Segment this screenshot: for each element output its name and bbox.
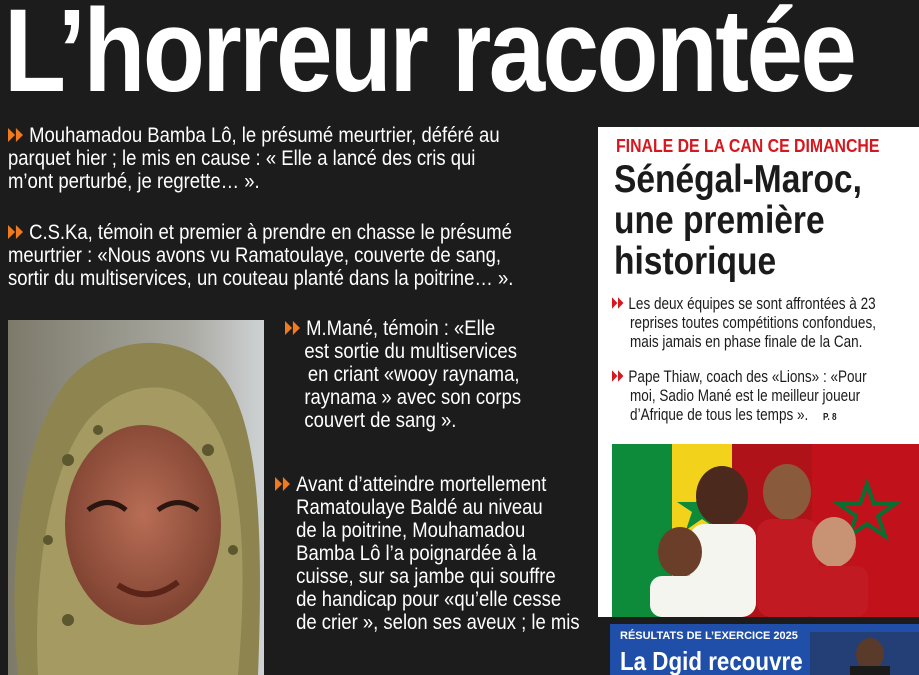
double-arrow-icon: [275, 476, 294, 492]
bullet-aggression-detail: [275, 473, 592, 634]
bullet-witness-mane: [285, 317, 584, 432]
page-reference: P. 8: [823, 412, 837, 423]
sidebar-bullet-text: Pape Thiaw, coach des «Lions» : «Pour: [628, 368, 867, 386]
teaser-thumbnail: [810, 632, 919, 675]
finance-teaser: [610, 624, 919, 675]
sidebar-bullet-text: Les deux équipes se sont affrontées à 23: [628, 295, 876, 313]
bullet-text: meurtrier : «Nous avons vu Ramatoulaye, couverte de sang,: [8, 244, 502, 267]
bullet-suspect-statement: [8, 124, 589, 193]
bullet-text: de crier », selon ses aveux ; le mis: [296, 611, 580, 634]
victim-photo: [8, 320, 264, 675]
bullet-text: parquet hier ; le mis en cause : « Elle a lancé des cris qui: [8, 147, 476, 170]
sidebar-bullet-text: mais jamais en phase finale de la Can.: [630, 333, 863, 351]
bullet-text: Ramatoulaye Baldé au niveau: [296, 496, 543, 519]
double-arrow-icon: [612, 296, 627, 310]
sidebar-kicker: FINALE DE LA CAN CE DIMANCHE: [616, 136, 880, 156]
teaser-title: La Dgid recouvre: [620, 646, 803, 675]
bullet-text: de la poitrine, Mouhamadou: [296, 519, 526, 542]
bullet-text: de handicap pour «qu’elle cesse: [296, 588, 562, 611]
bullet-text: est sortie du multiservices: [304, 340, 517, 363]
main-headline: L’horreur racontée: [4, 0, 855, 117]
double-arrow-icon: [8, 127, 27, 143]
double-arrow-icon: [612, 369, 627, 383]
bullet-text: m’ont perturbé, je regrette… ».: [8, 170, 260, 193]
bullet-text: Bamba Lô l’a poignardée à la: [296, 542, 537, 565]
sidebar-bullet-coach: [612, 368, 899, 427]
bullet-witness-ka: [8, 221, 606, 290]
bullet-text: C.S.Ka, témoin et premier à prendre en chasse le présumé: [29, 221, 512, 244]
bullet-text: Avant d’atteindre mortellement: [296, 473, 547, 496]
players-photo: [612, 444, 919, 617]
bullet-text: sortir du multiservices, un couteau planté dans la poitrine… ».: [8, 267, 514, 290]
double-arrow-icon: [285, 320, 304, 336]
sidebar-bullet-text: moi, Sadio Mané est le meilleur joueur: [630, 387, 861, 405]
sports-sidebar: [598, 127, 919, 617]
double-arrow-icon: [8, 224, 27, 240]
bullet-text: en criant «wooy raynama,: [307, 363, 520, 386]
bullet-text: raynama » avec son corps: [304, 386, 522, 409]
sidebar-bullet-history: [612, 295, 899, 352]
sidebar-title-line: Sénégal-Maroc,: [614, 158, 862, 201]
bullet-text: M.Mané, témoin : «Elle: [306, 317, 496, 340]
sidebar-title-line: une première: [614, 199, 825, 242]
bullet-text: Mouhamadou Bamba Lô, le présumé meurtrier, déféré au: [29, 124, 500, 147]
sidebar-title-line: historique: [614, 240, 777, 283]
sidebar-bullet-text: reprises toutes compétitions confondues,: [630, 314, 876, 332]
sidebar-title: [614, 159, 919, 282]
teaser-kicker: RÉSULTATS DE L’EXERCICE 2025: [620, 630, 798, 642]
bullet-text: cuisse, sur sa jambe qui souffre: [296, 565, 556, 588]
sidebar-bullet-text: d’Afrique de tous les temps ».: [630, 406, 809, 424]
bullet-text: couvert de sang ».: [304, 409, 457, 432]
